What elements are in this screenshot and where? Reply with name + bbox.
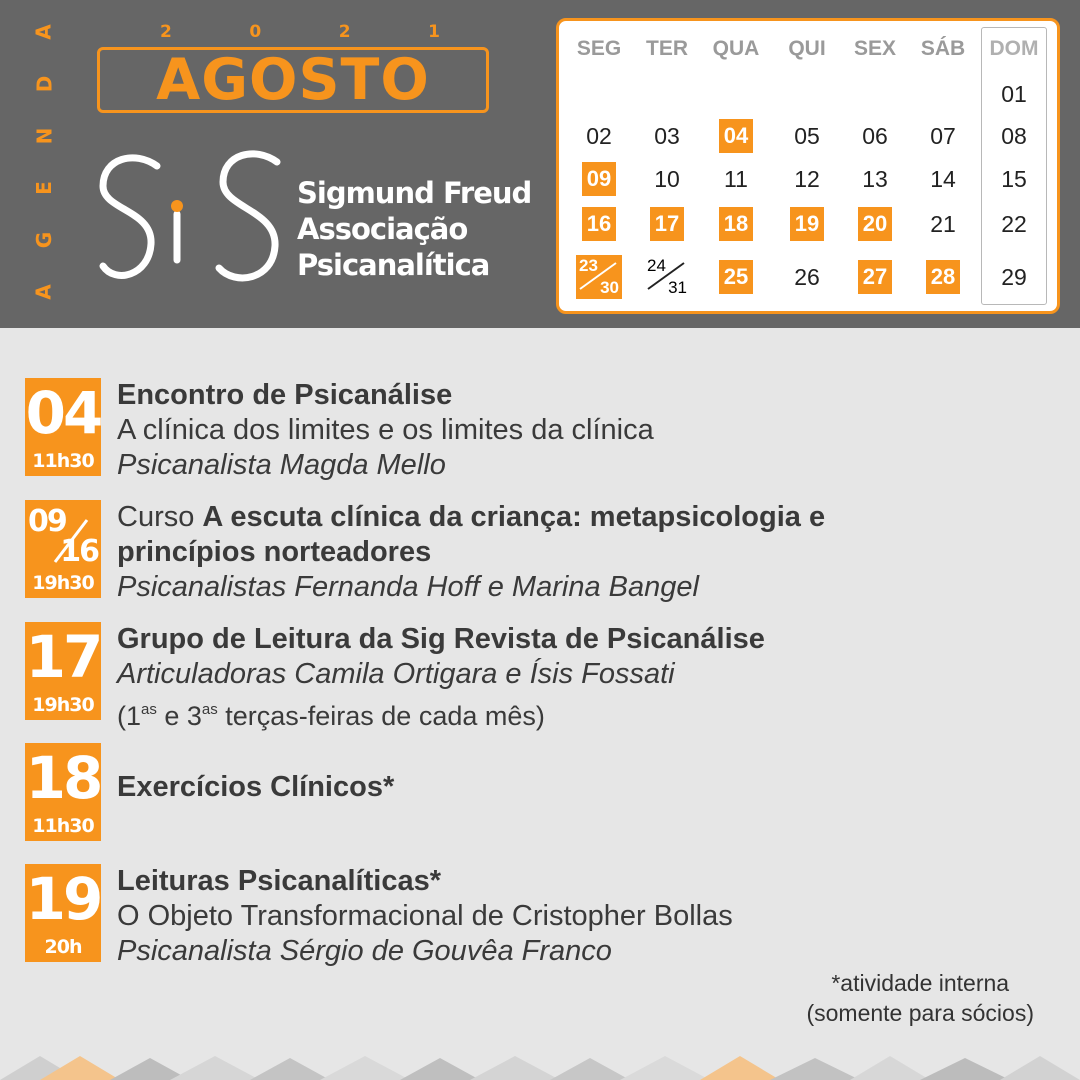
note-part: terças-feiras de cada mês)	[217, 701, 545, 731]
event-time: 19h30	[32, 572, 94, 594]
range-start: 24	[647, 256, 666, 275]
event-time: 19h30	[32, 694, 94, 716]
year-digit: 2	[160, 22, 172, 42]
calendar-day-range	[644, 255, 690, 299]
agenda-letter: A	[31, 284, 56, 300]
year	[160, 22, 440, 42]
note-part: (1	[117, 701, 142, 731]
weekday-header: QUA	[712, 37, 760, 60]
year-digit: 2	[338, 22, 351, 42]
agenda-letter: G	[31, 231, 56, 249]
date-badge	[25, 743, 101, 841]
calendar-day: 12	[794, 165, 820, 192]
calendar-day: 22	[1001, 210, 1027, 237]
event-title: Leituras Psicanalíticas*	[117, 865, 441, 897]
event-time: 20h	[44, 936, 82, 958]
calendar-day-event: 16	[582, 207, 616, 241]
note-sup: as	[141, 701, 157, 718]
event-subtitle: A clínica dos limites e os limites da clínica	[117, 414, 654, 446]
event-details	[117, 864, 1057, 969]
event-speaker: Psicanalista Sérgio de Gouvêa Franco	[117, 935, 612, 967]
footnote	[806, 968, 1034, 1028]
event-details	[117, 770, 1057, 805]
event-title: Exercícios Clínicos*	[117, 771, 395, 803]
calendar-day: 05	[794, 122, 820, 149]
date-badge	[25, 864, 101, 962]
event-speaker: Psicanalistas Fernanda Hoff e Marina Bangel	[117, 571, 699, 603]
calendar-day: 08	[1001, 122, 1027, 149]
weekday-header: QUI	[788, 37, 826, 60]
calendar-day-event: 04	[719, 119, 753, 153]
month-title-box	[97, 47, 489, 113]
event-day-from: 09	[28, 504, 66, 539]
weekday-header: DOM	[989, 37, 1039, 60]
event-details	[117, 378, 1057, 483]
calendar-day: 26	[794, 263, 820, 290]
calendar-day: 01	[1001, 80, 1027, 107]
calendar-day-range	[576, 255, 622, 299]
calendar-day: 03	[654, 122, 680, 149]
calendar-day-event: 17	[650, 207, 684, 241]
year-digit: 0	[249, 22, 262, 42]
event-day: 18	[25, 744, 101, 812]
agenda-vertical-label	[31, 22, 56, 302]
calendar-day: 29	[1001, 263, 1027, 290]
weekday-header: SÁB	[920, 37, 966, 60]
event-day: 19	[25, 865, 101, 933]
calendar-day: 13	[862, 165, 888, 192]
logo-line: Psicanalítica	[297, 248, 490, 282]
footnote-line: *atividade interna	[831, 970, 1010, 996]
calendar-day-event: 18	[719, 207, 753, 241]
year-digit: 1	[428, 22, 440, 42]
event-title: A escuta clínica da criança: metapsicologia e	[202, 501, 826, 533]
calendar-day: 07	[930, 122, 956, 149]
range-start: 23	[579, 256, 598, 275]
calendar-day: 14	[930, 165, 956, 192]
calendar-day: 10	[654, 165, 680, 192]
event-title-cont: princípios norteadores	[117, 536, 432, 568]
event-day-to: 16	[60, 534, 98, 569]
weekday-header: SEX	[853, 37, 897, 60]
event-day: 04	[25, 379, 101, 447]
event-title: Encontro de Psicanálise	[117, 379, 453, 411]
sig-logo-icon	[95, 148, 295, 293]
date-badge	[25, 500, 101, 598]
event-details	[117, 622, 1057, 734]
calendar-day-event: 19	[790, 207, 824, 241]
event-time: 11h30	[32, 450, 94, 472]
date-badge	[25, 378, 101, 476]
logo-text	[297, 175, 531, 283]
agenda-letter: A	[31, 24, 56, 40]
calendar-day-event: 20	[858, 207, 892, 241]
event-details	[117, 500, 1057, 605]
logo-line: Sigmund Freud	[297, 176, 532, 210]
event-prefix: Curso	[117, 501, 195, 533]
header	[0, 0, 1080, 328]
event-time: 11h30	[32, 815, 94, 837]
weekday-header: TER	[646, 37, 688, 60]
note-part: e 3	[156, 701, 202, 731]
month-title: AGOSTO	[156, 47, 430, 113]
event-day: 17	[25, 623, 101, 691]
calendar-day: 15	[1001, 165, 1027, 192]
decorative-triangles-border	[0, 1052, 1080, 1080]
range-end: 30	[600, 278, 619, 297]
event-speaker: Articuladoras Camila Ortigara e Ísis Fossati	[117, 658, 675, 690]
calendar-day: 21	[930, 210, 956, 237]
calendar-day: 11	[724, 165, 748, 192]
event-speaker: Psicanalista Magda Mello	[117, 449, 446, 481]
note-sup: as	[201, 701, 218, 718]
calendar-day: 02	[586, 122, 612, 149]
month-calendar	[556, 18, 1060, 314]
agenda-letter: D	[31, 75, 56, 93]
calendar-day-event: 27	[858, 260, 892, 294]
agenda-letter: N	[32, 127, 56, 145]
calendar-day-event: 28	[926, 260, 960, 294]
event-title: Grupo de Leitura da Sig Revista de Psicanálise	[117, 623, 765, 655]
calendar-day-event: 09	[582, 162, 616, 196]
date-badge	[25, 622, 101, 720]
logo-line: Associação	[297, 212, 468, 246]
calendar-day-event: 25	[719, 260, 753, 294]
calendar-day: 06	[862, 122, 888, 149]
event-subtitle: O Objeto Transformacional de Cristopher Bollas	[117, 900, 733, 932]
weekday-header: SEG	[576, 37, 622, 60]
agenda-letter: E	[31, 181, 56, 195]
footnote-line: (somente para sócios)	[806, 1000, 1034, 1026]
range-end: 31	[668, 278, 687, 297]
event-note	[117, 692, 1057, 734]
